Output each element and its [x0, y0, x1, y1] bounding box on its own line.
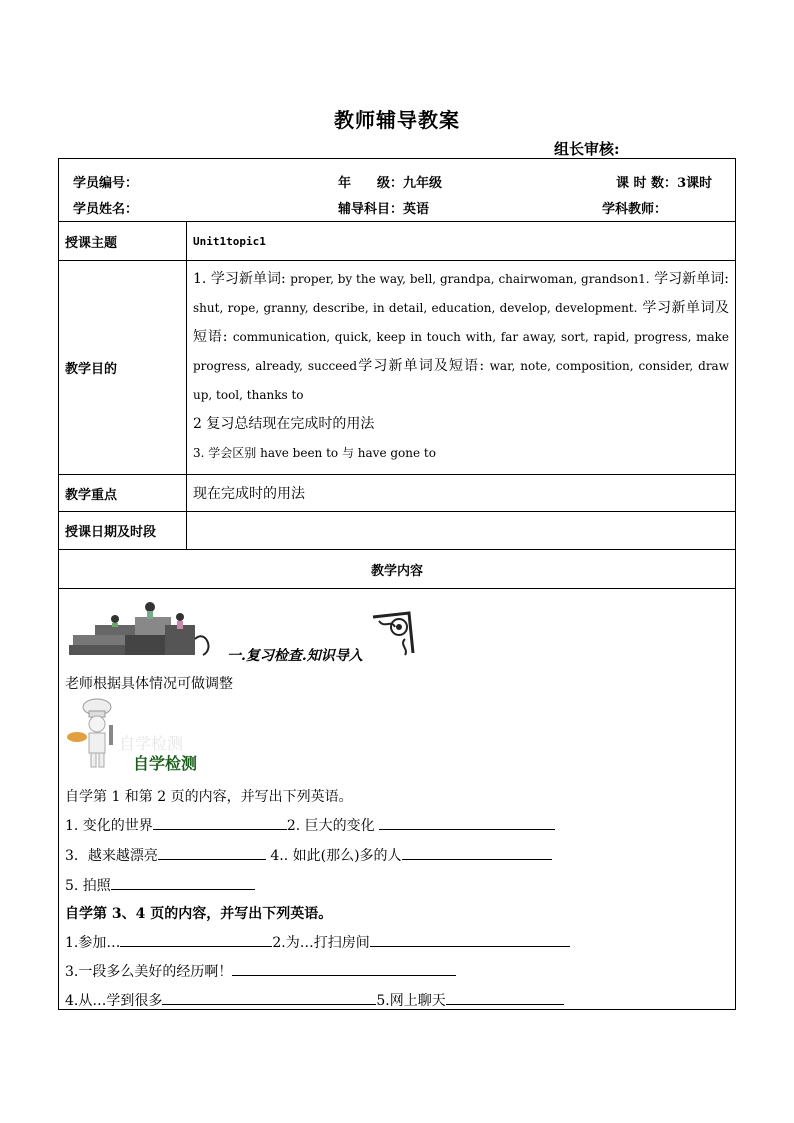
answer-blank[interactable] — [158, 845, 266, 860]
student-id-label: 学员编号： — [73, 176, 139, 191]
lesson-plan-table — [58, 158, 736, 1010]
question-row-5: 3.一段多么美好的经历啊！ — [65, 961, 456, 981]
grade-value: 九年级 — [403, 176, 443, 191]
answer-blank[interactable] — [120, 932, 272, 947]
content-heading: 教学内容 — [59, 550, 736, 589]
student-info-cell — [59, 159, 736, 222]
question-row-4: 1.参加… 2.为…打扫房间 — [65, 932, 570, 952]
goal-item-3: 3. 学会区别 have been to 与 have gone to — [193, 446, 436, 460]
answer-blank[interactable] — [232, 961, 456, 976]
ghost-text: 自学检测 — [119, 734, 184, 753]
topic-value: Unit1topic1 — [187, 222, 736, 261]
question-row-3: 5. 拍照 — [65, 875, 255, 895]
question-row-1: 1. 变化的世界 2. 巨大的变化 — [65, 815, 555, 835]
self-check-title: 自学检测 — [133, 754, 198, 773]
answer-blank[interactable] — [446, 990, 564, 1005]
content-area — [59, 589, 736, 1010]
document-title: 教师辅导教案 — [334, 108, 460, 132]
adjust-note: 老师根据具体情况可做调整 — [65, 676, 233, 692]
focus-value: 现在完成时的用法 — [187, 475, 736, 512]
date-value — [187, 512, 736, 550]
hours-label: 课 时 数：3课时 — [616, 176, 713, 191]
grade-label: 年 级：九年级 — [338, 176, 443, 191]
books-illustration — [65, 599, 215, 659]
answer-blank[interactable] — [153, 815, 287, 830]
student-name-label: 学员姓名： — [73, 202, 139, 217]
focus-label: 教学重点 — [59, 475, 187, 512]
answer-blank[interactable] — [111, 875, 255, 890]
goal-item-2: 2 复习总结现在完成时的用法 — [193, 416, 375, 432]
teacher-label: 学科教师： — [602, 202, 668, 217]
section-heading: 一.复习检查.知识导入 — [227, 648, 363, 664]
ornament-icon — [369, 609, 417, 659]
goal-label: 教学目的 — [59, 261, 187, 475]
reviewer-label: 组长审核: — [554, 140, 620, 158]
topic-label: 授课主题 — [59, 222, 187, 261]
question-row-6: 4.从…学到很多 5.网上聊天 — [65, 990, 564, 1010]
goal-content — [187, 261, 736, 475]
answer-blank[interactable] — [162, 990, 376, 1005]
answer-blank[interactable] — [402, 845, 552, 860]
subject-label: 辅导科目：英语 — [338, 202, 430, 217]
question-row-2: 3．越来越漂亮 4.. 如此(那么)多的人 — [65, 845, 552, 865]
intro-1: 自学第 1 和第 2 页的内容，并写出下列英语。 — [65, 789, 353, 805]
subject-value: 英语 — [403, 202, 430, 217]
chef-illustration — [65, 697, 125, 769]
goal-item-1: 1. 学习新单词: proper, by the way, bell, grandpa, chairwoman, grandson1. 学习新单词: shut, rope, granny, describe, in detail, education, develop, development. 学习新单词及短语: communication, quick, keep in touch with, far away, sort, rapid, progress, make progress, already, succeed学习新单词及短语: war, note, composition, consider, draw up, tool, thanks to — [193, 271, 730, 402]
hours-value: 3课时 — [677, 176, 713, 191]
answer-blank[interactable] — [370, 932, 570, 947]
intro-2: 自学第 3、4 页的内容，并写出下列英语。 — [65, 906, 333, 922]
date-label: 授课日期及时段 — [59, 512, 187, 550]
answer-blank[interactable] — [379, 815, 555, 830]
